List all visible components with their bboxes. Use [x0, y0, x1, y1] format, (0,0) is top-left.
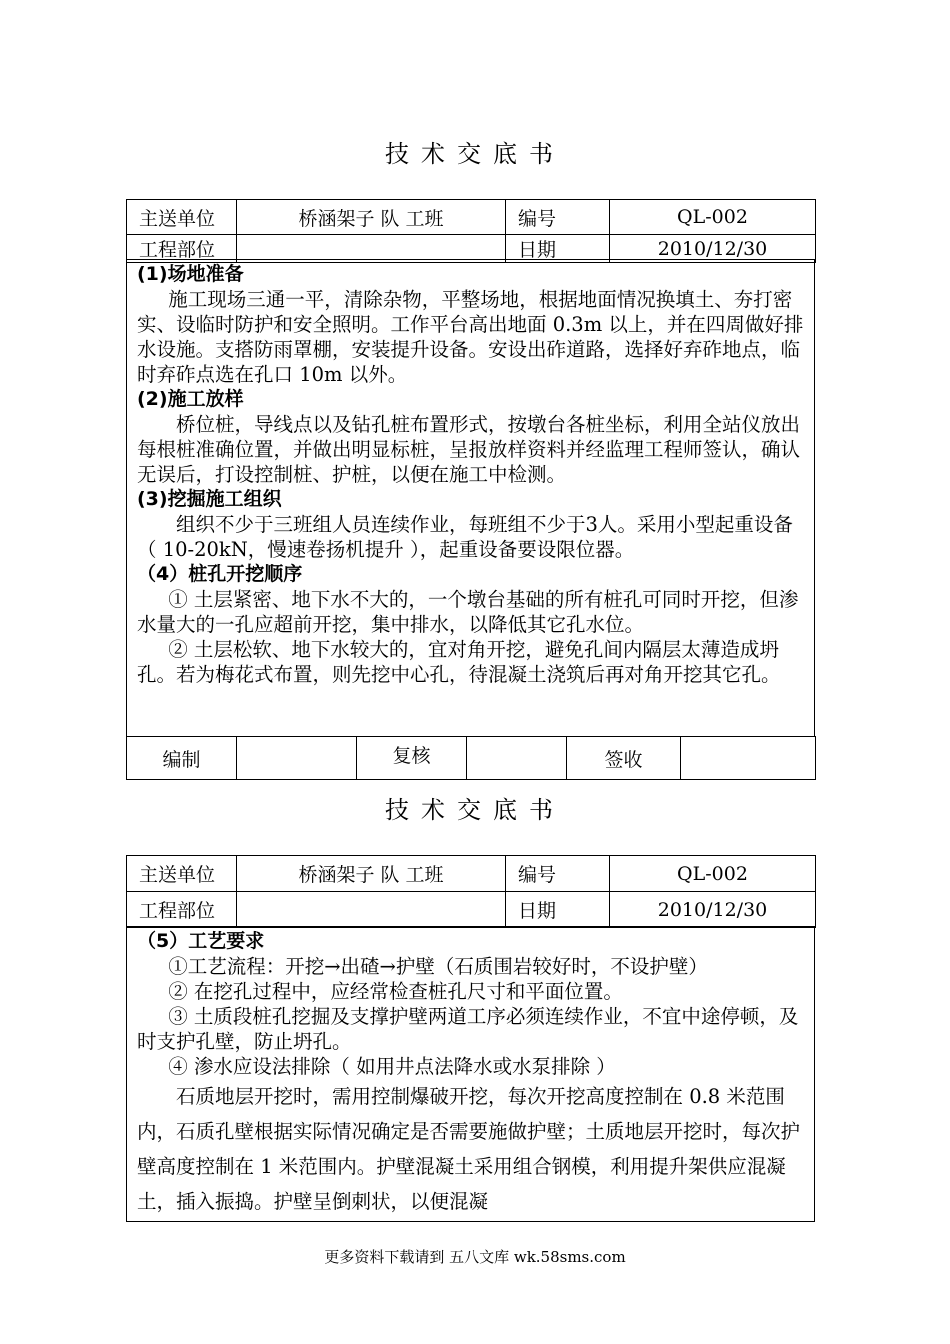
page-title: 技术交底书: [385, 796, 565, 824]
sender-label: 主送单位: [127, 856, 237, 892]
date-label: 日期: [506, 892, 610, 928]
sender-value: 桥涵架子 队 工班: [237, 856, 506, 892]
page-title: 技术交底书: [385, 140, 565, 168]
content-cell: [127, 260, 815, 737]
date-value: 2010/12/30: [610, 235, 816, 263]
sender-label: 主送单位: [127, 200, 237, 235]
number-label: 编号: [506, 200, 610, 235]
paragraph: ② 在挖孔过程中，应经常检查桩孔尺寸和平面位置。: [168, 980, 623, 1003]
receive-label: 签收: [567, 737, 681, 780]
content-table: [126, 259, 815, 737]
sender-value: 桥涵架子 队 工班: [237, 200, 506, 235]
content-table: [126, 926, 815, 1222]
section-heading: (2)施工放样: [137, 388, 244, 410]
paragraph: 施工现场三通一平，清除杂物，平整场地，根据地面情况换填土、夯打密实、设临时防护和安全照明。工作平台高出地面 0.3m 以上，并在四周做好排水设施。支搭防雨罩棚，安装提升设备。安设出砟道路，选择好弃砟地点，临时弃砟点选在孔口 10m 以外。: [137, 288, 804, 386]
paragraph: 石质地层开挖时，需用控制爆破开挖，每次开挖高度控制在 0.8 米范围内，石质孔壁根据实际情况确定是否需要施做护壁；土质地层开挖时，每次护壁高度控制在 1 米范围内。护壁混凝土采用组合钢模，利用提升架供应混凝土，插入振捣。护壁呈倒刺状，以便混凝: [137, 1085, 801, 1213]
header-table: [126, 855, 816, 928]
paragraph: ① 土层紧密、地下水不大的，一个墩台基础的所有桩孔可同时开挖，但渗水量大的一孔应超前开挖，集中排水，以降低其它孔水位。: [137, 588, 799, 636]
section-heading: （4）桩孔开挖顺序: [137, 563, 303, 585]
header-table: [126, 199, 816, 263]
section-heading: （5）工艺要求: [137, 930, 265, 952]
part-label: 工程部位: [127, 892, 237, 928]
edit-value: [237, 737, 357, 780]
review-value: [467, 737, 567, 780]
footer-text: 更多资料下载请到 五八文库 wk.58sms.com: [324, 1248, 626, 1266]
part-value: [237, 892, 506, 928]
edit-label: 编制: [127, 737, 237, 780]
receive-value: [681, 737, 816, 780]
content-cell: [127, 927, 815, 1222]
signature-table: [126, 736, 816, 780]
paragraph: ③ 土质段桩孔挖掘及支撑护壁两道工序必须连续作业，不宜中途停顿，及时支护孔壁，防止坍孔。: [137, 1005, 799, 1053]
paragraph: ② 土层松软、地下水较大的，宜对角开挖，避免孔间内隔层太薄造成坍孔。若为梅花式布置，则先挖中心孔，待混凝土浇筑后再对角开挖其它孔。: [137, 638, 781, 686]
number-label: 编号: [506, 856, 610, 892]
part-label: 工程部位: [127, 235, 237, 263]
paragraph: ④ 渗水应设法排除（ 如用井点法降水或水泵排除 ）: [168, 1055, 616, 1078]
paragraph: 桥位桩，导线点以及钻孔桩布置形式，按墩台各桩坐标，利用全站仪放出每根桩准确位置，并做出明显标桩，呈报放样资料并经监理工程师签认，确认无误后，打设控制桩、护桩，以便在施工中检测。: [137, 413, 801, 486]
review-label: 复核: [357, 737, 467, 780]
number-value: QL-002: [610, 200, 816, 235]
paragraph: ①工艺流程：开挖→出碴→护壁（石质围岩较好时，不设护壁）: [168, 955, 708, 978]
paragraph: 组织不少于三班组人员连续作业，每班组不少于3人。采用小型起重设备（ 10-20kN，慢速卷扬机提升 ），起重设备要设限位器。: [137, 513, 793, 561]
date-label: 日期: [506, 235, 610, 263]
section-heading: (3)挖掘施工组织: [137, 488, 282, 510]
number-value: QL-002: [610, 856, 816, 892]
section-heading: (1)场地准备: [137, 263, 244, 285]
date-value: 2010/12/30: [610, 892, 816, 928]
